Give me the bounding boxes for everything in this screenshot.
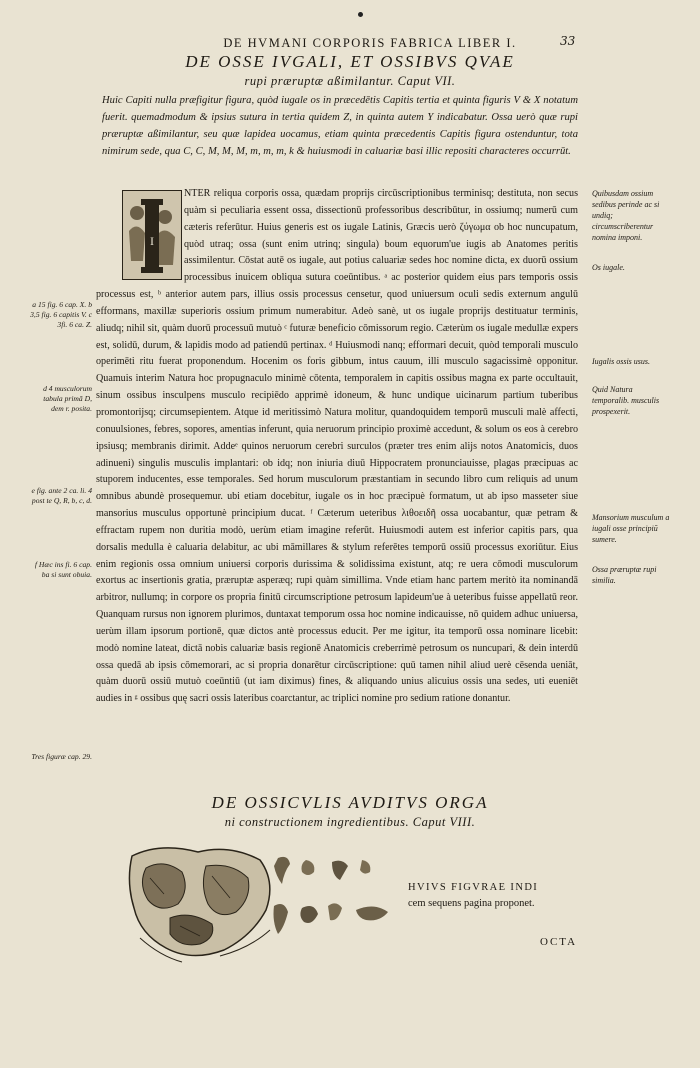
folio-number: 33 bbox=[560, 34, 576, 48]
margin-note-left-5: Tres figuræ cap. 29. bbox=[31, 752, 92, 761]
margin-note-right-1: Quibusdam ossium sedibus perinde ac si undiq; circumscriberentur nomina imponi. bbox=[592, 189, 660, 242]
margin-note-left-4: f Hæc ins fi. 6 cap. ba si sunt obuia. bbox=[34, 560, 92, 579]
svg-text:I: I bbox=[150, 234, 154, 248]
chapter-8-title: DE OSSICVLIS AVDITVS ORGA bbox=[211, 793, 489, 812]
running-head: DE HVMANI CORPORIS FABRICA LIBER I. bbox=[223, 36, 517, 50]
chapter-7-summary: Huic Capiti nulla præfigitur figura, quòd iugale os in præcedētis Capitis tertia et quinta figuris V & X notatum fuerit. quemadmodum & ipsius sutura in tertia quidem Z, in quinta autem Y indicabatur. Ossa uerò quæ rupi præruptæ aßimilantur, seu quæ lapidea uocamus, etiam quinta præcedentis Capitis figura ostenduntur, tota nimirum sede, qua C, C, M, M, M, m, m, m, k & huiusmodi in caluariæ basi illic repositi characteres occurrūt. bbox=[102, 95, 578, 157]
margin-note-left-3: e fig. ante 2 ca. li. 4 post te Q, R, b, c, d. bbox=[31, 486, 92, 505]
ornament-dot bbox=[358, 12, 363, 17]
figure-caption-line-2: cem sequens pagina proponet. bbox=[408, 898, 535, 909]
figure-caption bbox=[408, 880, 608, 912]
figure-caption-line-1: HVIVS FIGVRAE INDI bbox=[408, 882, 539, 893]
chapter-8-subtitle: ni constructionem ingredientibus. Caput VIII. bbox=[224, 815, 476, 829]
initial-space bbox=[96, 186, 184, 280]
margin-note-left-1: a 15 fig. 6 cap. X. b 3,5 fig. 6 capitis V. c 3fi. 6 ca. Z. bbox=[30, 300, 92, 329]
margin-note-right-3: Iugalis ossis usus. bbox=[592, 357, 651, 366]
auditory-ossicles-icon bbox=[262, 850, 397, 945]
margin-note-right-6: Ossa præruptæ rupi similia. bbox=[592, 565, 657, 585]
chapter-7-title: DE OSSE IVGALI, ET OSSIBVS QVAE bbox=[185, 52, 515, 71]
chapter-7-body bbox=[96, 186, 578, 708]
chapter-7-subtitle: rupi præruptæ aßimilantur. Caput VII. bbox=[244, 74, 456, 88]
margin-note-left-2: d 4 musculorum tabula primā D, dem r. posita. bbox=[43, 384, 92, 413]
chapter-7-body-text: NTER reliqua corporis ossa, quædam proprijs circūscriptionibus terminisq; destituta, non secus quàm si peculiaria essent ossa, dissectionū professoribus describūtur, in ossiumq; numerū cum cæteris referūtur. Huius generis est os iugale Latinis, Græcis uerò ζύγωμα ob hoc nuncupatum, quòd utraq; ossa (sunt enim utrinq; singula) boum equorum'ue iugis ab Anatomes peritis assimilentur. Cōstat autē os iugale, aut potius caluariæ sedes hoc nomine dicta, ex duorū ossium processibus inuicem obliqua sutura coeūntibus. ᵃ ac posterior quidem eius pars temporis ossis processus est, ᵇ anterior autem pars, illius ossis processus censetur, quod uniuersum oculi sedis externum angulū efformans, maxillæ superioris ossium primum numerabitur. Adeò sanè, ut os iugale proprijs destituatur terminis, aliudq; nihil sit, quàm duorū processuū mutuò ᶜ futuræ beneficio cōmissorum regio. Cæterùm os iugale medullæ expers est, solidū, durum, & lapidis modo ad patiendū pertinax. ᵈ Huiusmodi nanq; efformari decuit, quòd temporali musculo operimēti ritu fuerat proponendum. Hocenim os foris gibbum, intus cauum, illi musculo sagacissimè opponitur. Quamuis interim Natura hoc propugnaculo minimè cōtenta, temporalem in capitis ossibus magna ex parte occultauit, sinum ossibus insculpens musculo recipiēdo apprimè idoneum, & hunc undique uicinarum partium tuberibus promontorijsq; circumsepientem. Atque id meritissimò Natura molitur, quandoquidem temporū musculi malè affecti, conuulsiones, febres, sopores, amentias inferunt, quia neruorum principio proximè accedunt, & solum os eos à cerebro ipsiusq; membranis dirimit. Addeᵉ quinos neruorum cerebri surculos (præter tres enim alijs notos Anatomicis, duos adinueni) singulis musculis implantari: ob idq; non iniuria diuū Hippocratem pronunciauisse, plagas præcipuas ac stuporem inducentes, esse temporales. Sed horum musculorum præstantiam in secundo libro cum reliquis ad unum omnibus abundè prosequemur. ubi etiam docebitur, iugale os in hoc præcipuè formatum, ut ab ipso masseter siue mansorius musculus opportunè principium ducat. ᶠ Cæterum ueteribus λιθοειδῆ ossa uocabantur, quæ petram & effractam rupem non duritia modò, uerùm etiam imagine referūt. Huiusmodi autem est inferior capitis pars, qua dorsalis medulla è caluaria delabitur, ac ubi māmillares & stylum referētes temporū ossiū processus exoriūtur. Eius enim regionis ossa omnium uniuersi corporis durissima & solidissima existunt, atq; re uera cōmodi musculorum exortus ac insertionis gratia, præruptæ asperæq; rupi quàm simillima. Vnde etiam hanc partem meritò ita nominandā arbitror, nullumq; in corpore os propria finitū circumscriptione petrosum lapideum'ue à ueteribus fuisse appellatū reor. Quanquam rursus non ignorem plurimos, duntaxat temporum ossa hoc nomine indicauisse, nō quidem adhuc uniuersa, uerùm illam ipsorum portionē, quæ dictos antè processus educit. Per me igitur, ita temporū ossa nominare licebit: modò nomine lateat, dictā nobis caluariæ basis regionē Anatomicis creberrimè petrosum os nuncupari, & dein interdū ossa quedā ab ipsis cōmemorari, ac si propria donarētur circūscriptione: quū tamen nihil aliud uerè cēsenda ueniāt, quàm duorū ossiū mutuò coeūntiū (ut iam diximus) fines, & aliquando unius alicuius ossis una sedes, uti eueniēt audies in ᵍ ossibus quę sacri ossis lateribus coarctantur, ac triplici nomine pro sedium ratione donantur. bbox=[96, 188, 578, 705]
margin-note-right-4: Quid Natura temporalib. musculis prospexerit. bbox=[592, 385, 660, 416]
margin-note-right-5: Mansorium musculum a iugali osse principiū sumere. bbox=[592, 513, 670, 544]
catchword: OCTA bbox=[540, 936, 578, 948]
margin-note-right-2: Os iugale. bbox=[592, 263, 625, 272]
